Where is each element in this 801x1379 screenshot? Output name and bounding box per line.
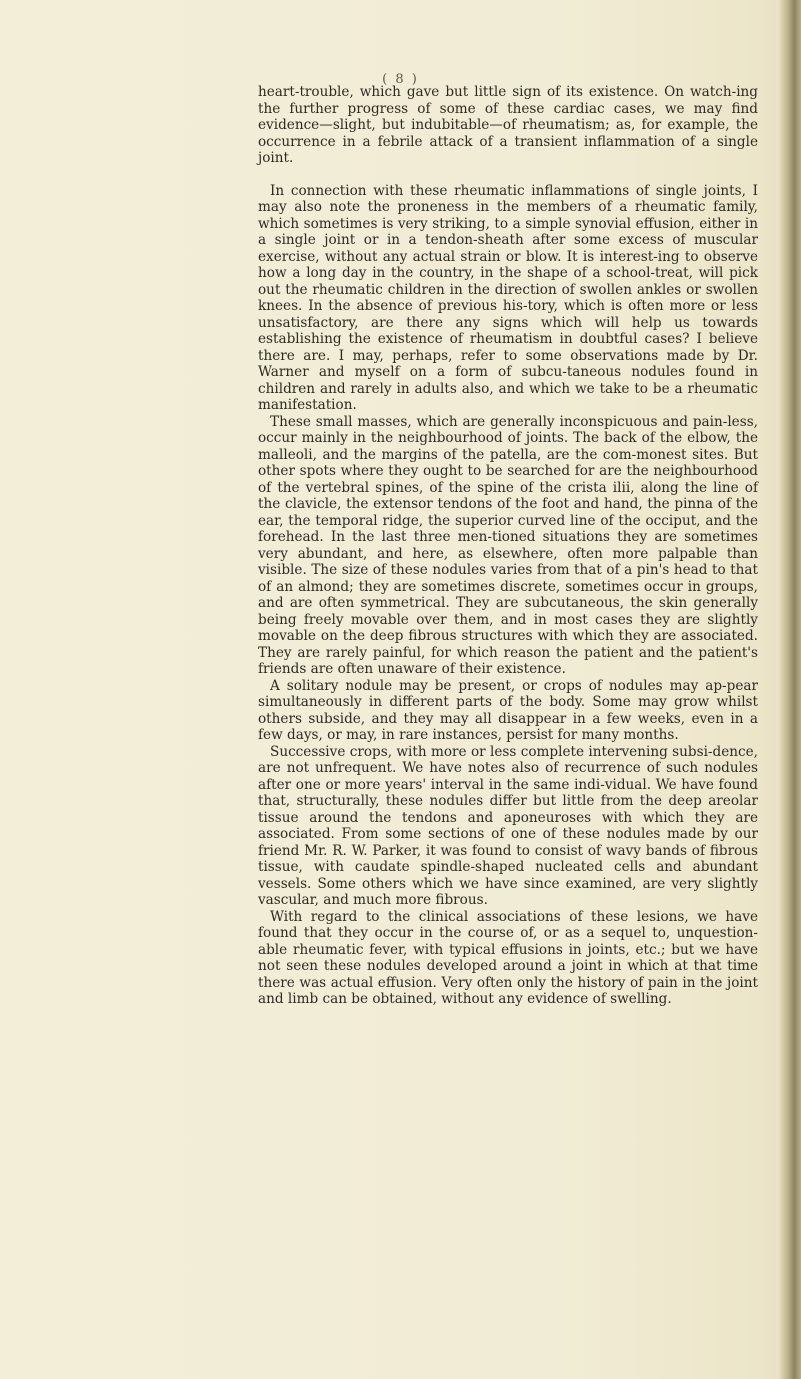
- paragraph-3: These small masses, which are generally inconspicuous and pain-less, occur mainly in the neighbourhood of joints. The back of the elbow, the malleoli, and the margins of the patella, are the com-monest sites. But other spots where they ought to be searched for are the neighbourhood of the vertebral spines, of the spine of the crista ilii, along the line of the clavicle, the extensor tendons of the foot and hand, the pinna of the ear, the temporal ridge, the superior curved line of the occiput, and the forehead. In the last three men-tioned situations they are sometimes very abundant, and here, as elsewhere, often more palpable than visible. The size of these nodules varies from that of a pin's head to that of an almond; they are sometimes discrete, sometimes occur in groups, and are often symmetrical. They are subcutaneous, the skin generally being freely movable over them, and in most cases they are slightly movable on the deep fibrous structures with which they are associated. They are rarely painful, for which reason the patient and the patient's friends are often unaware of their existence.: [258, 413, 758, 677]
- page-number: ( 8 ): [382, 72, 419, 87]
- body-text: [258, 84, 758, 1008]
- paragraph-5: Successive crops, with more or less complete intervening subsi-dence, are not unfrequent. We have notes also of recurrence of such nodules after one or more years' interval in the same indi-vidual. We have found that, structurally, these nodules differ but little from the deep areolar tissue around the tendons and aponeuroses with which they are associated. From some sections of one of these nodules made by our friend Mr. R. W. Parker, it was found to consist of wavy bands of fibrous tissue, with caudate spindle-shaped nucleated cells and abundant vessels. Some others which we have since examined, are very slightly vascular, and much more fibrous.: [258, 743, 758, 908]
- paragraph-2: In connection with these rheumatic inflammations of single joints, I may also note the proneness in the members of a rheumatic family, which sometimes is very striking, to a simple synovial effusion, either in a single joint or in a tendon-sheath after some excess of muscular exercise, without any actual strain or blow. It is interest-ing to observe how a long day in the country, in the shape of a school-treat, will pick out the rheumatic children in the direction of swollen ankles or swollen knees. In the absence of previous his-tory, which is often more or less unsatisfactory, are there any signs which will help us towards establishing the existence of rheumatism in doubtful cases? I believe there are. I may, perhaps, refer to some observations made by Dr. Warner and myself on a form of subcu-taneous nodules found in children and rarely in adults also, and which we take to be a rheumatic manifestation.: [258, 182, 758, 413]
- paragraph-6: With regard to the clinical associations of these lesions, we have found that they occur in the course of, or as a sequel to, unquestion-able rheumatic fever, with typical effusions in joints, etc.; but we have not seen these nodules developed around a joint in which at that time there was actual effusion. Very often only the history of pain in the joint and limb can be obtained, without any evidence of swelling.: [258, 908, 758, 1007]
- paragraph-4: A solitary nodule may be present, or crops of nodules may ap-pear simultaneously in different parts of the body. Some may grow whilst others subside, and they may all disappear in a few weeks, even in a few days, or may, in rare instances, persist for many months.: [258, 677, 758, 743]
- paragraph-1: heart-trouble, which gave but little sign of its existence. On watch-ing the further progress of some of these cardiac cases, we may find evidence—slight, but indubitable—of rheumatism; as, for example, the occurrence in a febrile attack of a transient inflammation of a single joint.: [258, 84, 758, 166]
- page-binding-edge: [779, 0, 801, 1379]
